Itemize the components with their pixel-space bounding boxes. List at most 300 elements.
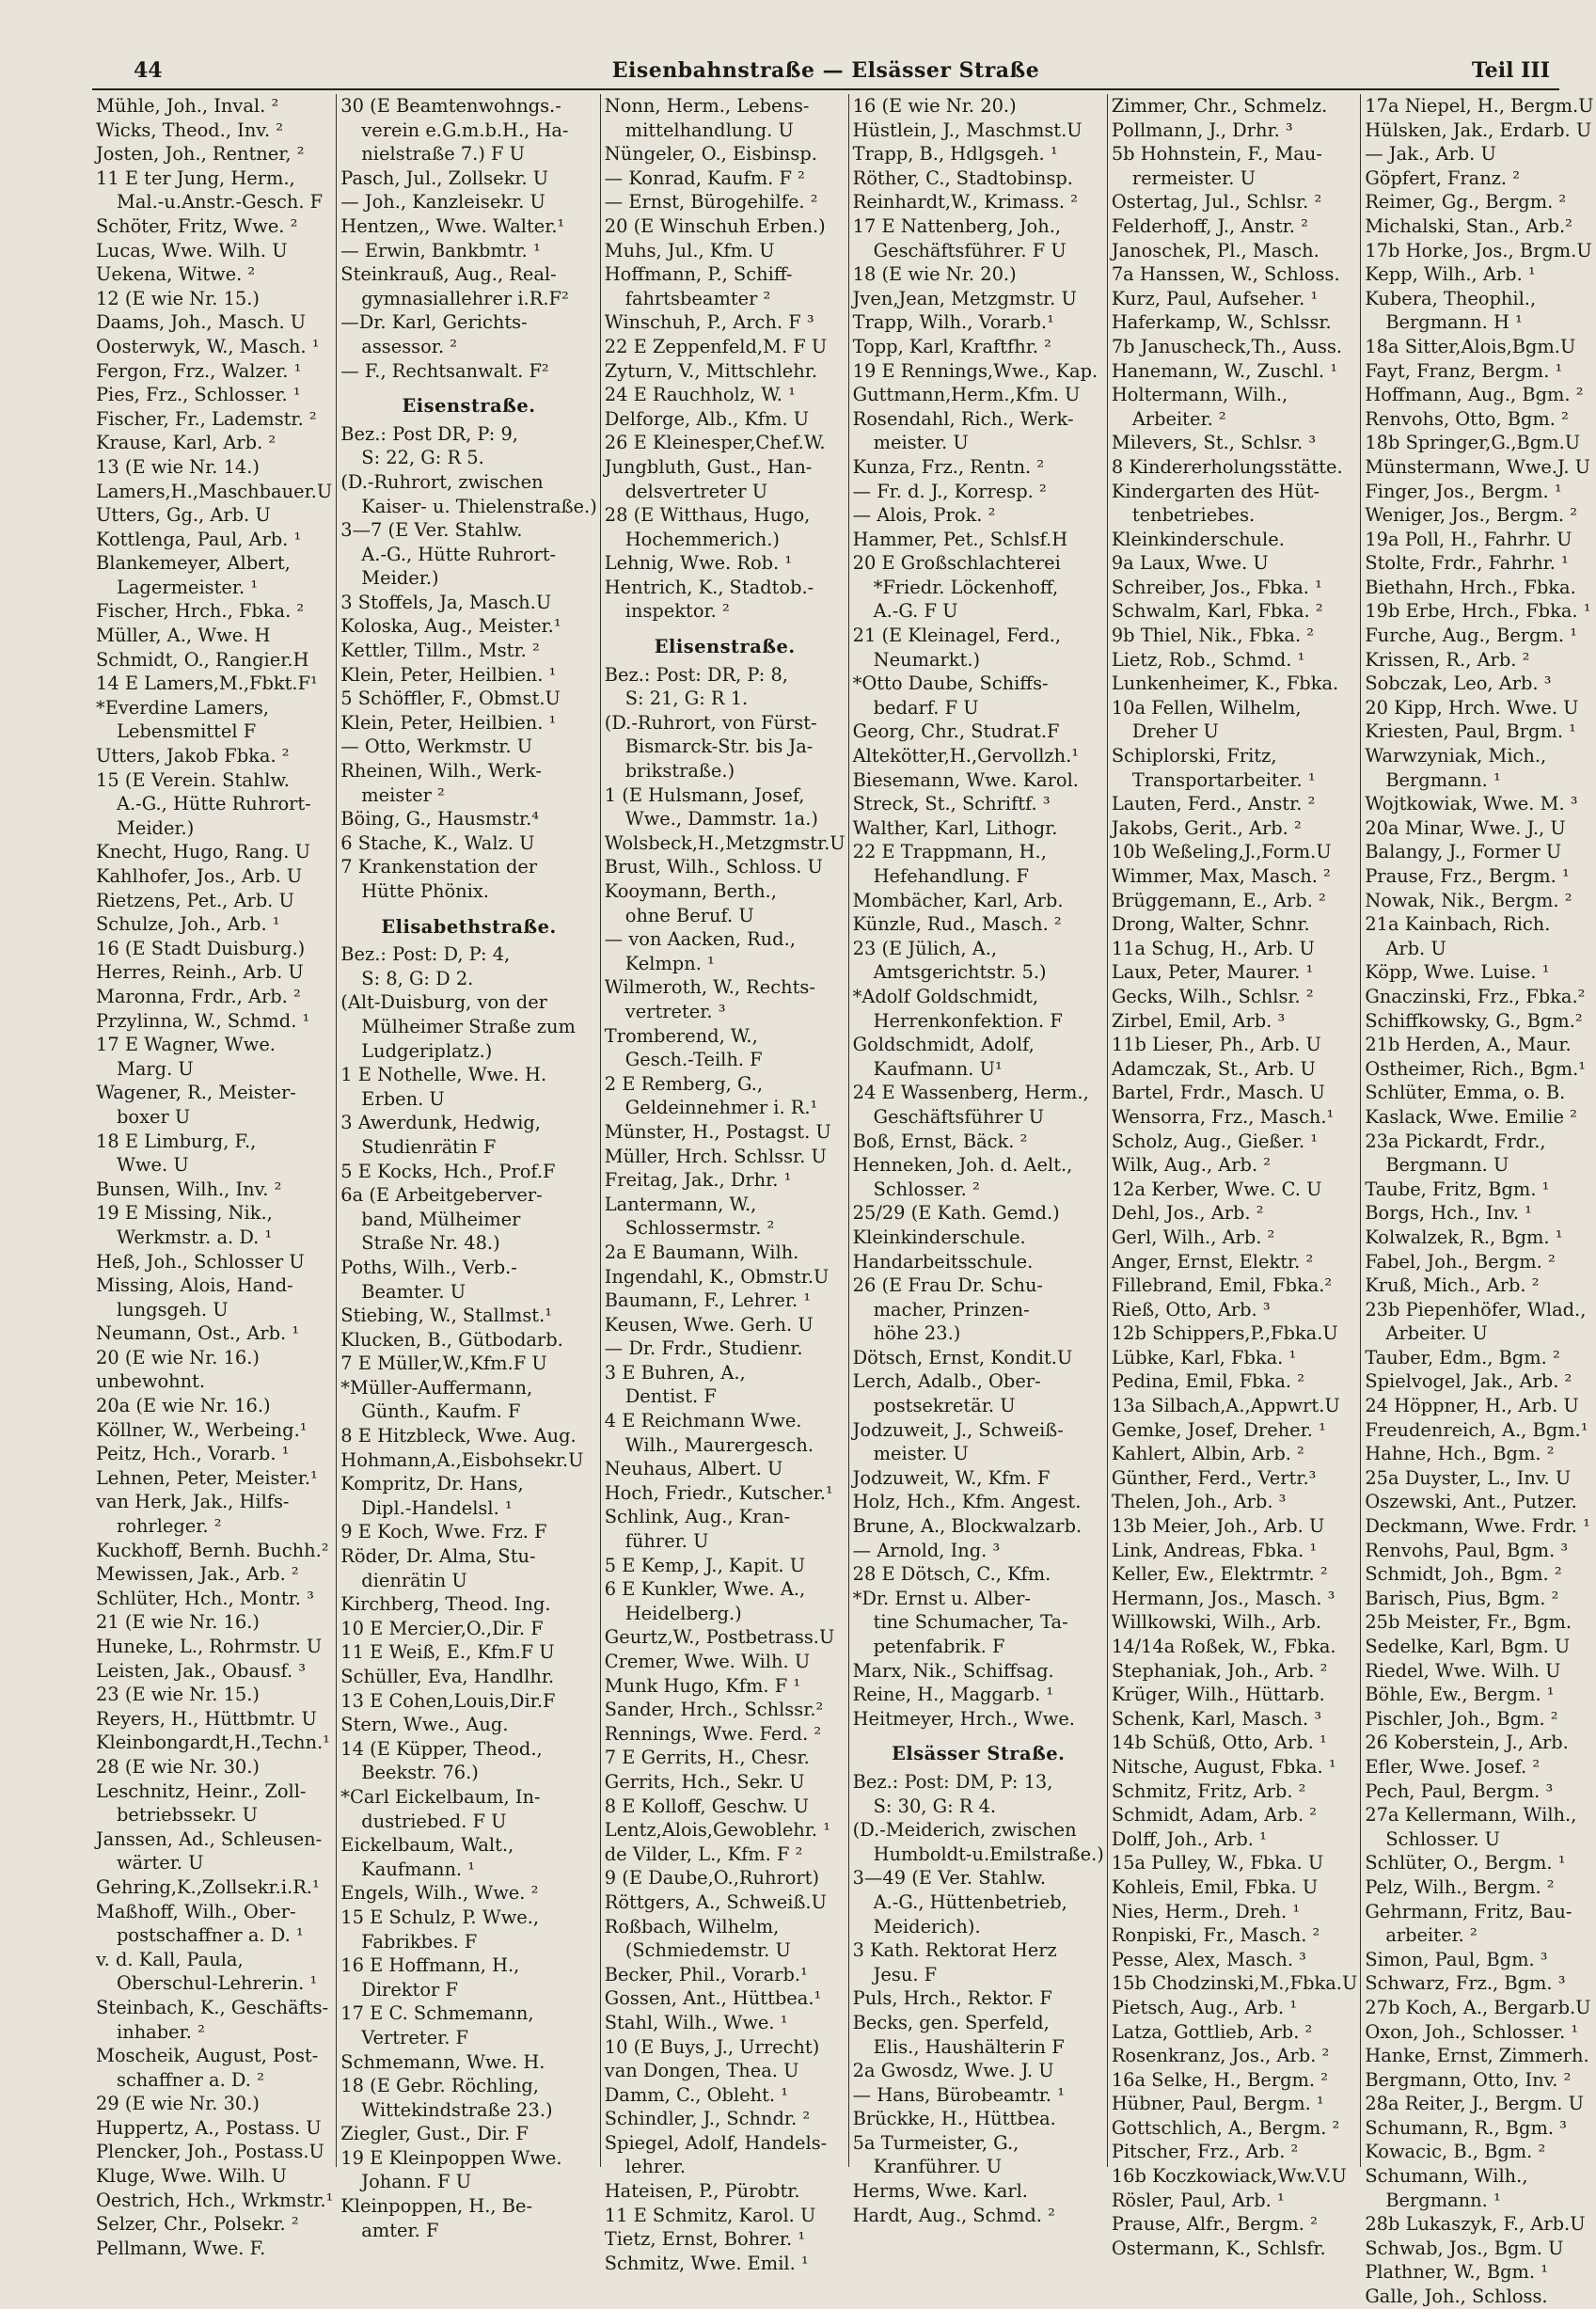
entry-continuation: mittelhandlung. U bbox=[624, 119, 794, 141]
entry-line: van Dongen, Thea. U bbox=[604, 2060, 799, 2082]
entry-line: Freitag, Jak., Drhr. ¹ bbox=[604, 1169, 792, 1192]
entry-line: 28 E Dötsch, C., Kfm. bbox=[852, 1563, 1051, 1586]
entry-line: Maronna, Frdr., Arb. ² bbox=[96, 985, 301, 1007]
entry-line: Gnaczinski, Frz., Fbka.² bbox=[1365, 985, 1586, 1007]
entry-line: 3 Awerdunk, Hedwig, bbox=[340, 1112, 541, 1134]
entry-line: — Fr. d. J., Korresp. ² bbox=[852, 480, 1047, 502]
entry-continuation: nielstraße 7.) F U bbox=[361, 143, 526, 166]
entry-line: Fayt, Franz, Bergm. ¹ bbox=[1365, 359, 1563, 382]
entry-continuation: Fabrikbes. F bbox=[361, 1930, 478, 1953]
entry-continuation: bedarf. F U bbox=[873, 696, 979, 719]
entry-line: Leisten, Jak., Obausf. ³ bbox=[96, 1659, 307, 1682]
entry-line: Keusen, Wwe. Gerh. U bbox=[604, 1313, 814, 1336]
entry-line: Hermann, Jos., Masch. ³ bbox=[1111, 1587, 1335, 1609]
entry-continuation: Geschäftsführer. F U bbox=[873, 239, 1067, 261]
entry-line: — Dr. Frdr., Studienr. bbox=[604, 1337, 803, 1360]
entry-continuation: höhe 23.) bbox=[873, 1322, 961, 1345]
entry-line: Steinbach, K., Geschäfts- bbox=[96, 1996, 329, 2018]
entry-line: Fergon, Frz., Walzer. ¹ bbox=[96, 359, 302, 382]
entry-line: 26 E Kleinesper,Chef.W. bbox=[604, 432, 826, 454]
entry-line: Wensorra, Frz., Masch.¹ bbox=[1111, 1105, 1335, 1128]
entry-continuation: Geschäftsführer U bbox=[873, 1105, 1045, 1128]
entry-line: Bez.: Post: D, P: 4, bbox=[340, 943, 511, 966]
entry-line: Köllner, W., Werbeing.¹ bbox=[96, 1418, 308, 1441]
entry-line: 5b Hohnstein, F., Mau- bbox=[1111, 143, 1322, 166]
entry-line: Link, Andreas, Fbka. ¹ bbox=[1111, 1539, 1318, 1561]
entry-line: — Jak., Arb. U bbox=[1365, 143, 1496, 166]
entry-line: Utters, Gg., Arb. U bbox=[96, 504, 271, 527]
entry-line: 20 (E Winschuh Erben.) bbox=[604, 214, 826, 237]
entry-line: Brust, Wilh., Schloss. U bbox=[604, 856, 823, 878]
entry-line: 2a E Baumann, Wilh. bbox=[604, 1241, 799, 1263]
entry-line: 24 Höppner, H., Arb. U bbox=[1365, 1395, 1579, 1417]
entry-continuation: dustriebed. F U bbox=[361, 1810, 507, 1832]
street-heading: Elisenstraße. bbox=[654, 636, 796, 658]
entry-line: Rosenkranz, Jos., Arb. ² bbox=[1111, 2045, 1330, 2067]
entry-line: 8 E Hitzbleck, Wwe. Aug. bbox=[340, 1425, 577, 1447]
entry-line: Böing, G., Hausmstr.⁴ bbox=[340, 808, 540, 830]
entry-line: Schmidt, O., Rangier.H bbox=[96, 648, 309, 671]
entry-line: 10 (E Buys, J., Urrecht) bbox=[604, 2035, 820, 2058]
entry-line: Winschuh, P., Arch. F ³ bbox=[604, 311, 814, 334]
entry-line: 2 E Remberg, G., bbox=[604, 1072, 764, 1095]
entry-line: 12b Schippers,P.,Fbka.U bbox=[1111, 1322, 1338, 1345]
entry-continuation: Günth., Kaufm. F bbox=[361, 1400, 521, 1423]
entry-line: Krüger, Wilh., Hüttarb. bbox=[1111, 1684, 1325, 1706]
entry-line: Hahne, Hch., Bgm. ² bbox=[1365, 1443, 1555, 1465]
entry-line: 21 (E wie Nr. 16.) bbox=[96, 1611, 260, 1634]
entry-line: 9a Laux, Wwe. U bbox=[1111, 552, 1269, 575]
entry-line: Gerrits, Hch., Sekr. U bbox=[604, 1770, 805, 1793]
entry-continuation: S: 21, G: R 1. bbox=[624, 688, 749, 710]
entry-line: Hoffmann, P., Schiff- bbox=[604, 263, 793, 286]
entry-line: Warwzyniak, Mich., bbox=[1365, 745, 1547, 767]
entry-line: Pesse, Alex, Masch. ³ bbox=[1111, 1948, 1306, 1970]
entry-line: 19 E Missing, Nik., bbox=[96, 1202, 273, 1225]
entry-line: Gehrmann, Fritz, Bau- bbox=[1365, 1900, 1572, 1922]
entry-line: Schreiber, Jos., Fbka. ¹ bbox=[1111, 576, 1322, 598]
entry-line: Lehnen, Peter, Meister.¹ bbox=[96, 1466, 318, 1489]
entry-line: 4 E Reichmann Wwe. bbox=[604, 1410, 802, 1432]
running-title: Eisenbahnstraße — Elsässer Straße bbox=[611, 58, 1040, 83]
entry-line: 16 (E wie Nr. 20.) bbox=[852, 95, 1017, 117]
entry-line: Schmitz, Fritz, Arb. ² bbox=[1111, 1779, 1306, 1802]
entry-line: 27a Kellermann, Wilh., bbox=[1365, 1804, 1577, 1827]
entry-line: Lehnig, Wwe. Rob. ¹ bbox=[604, 552, 793, 575]
entry-continuation: tenbetriebes. bbox=[1131, 504, 1256, 527]
entry-line: Kowacic, B., Bgm. ² bbox=[1365, 2141, 1546, 2163]
entry-continuation: Herrenkonfektion. F bbox=[873, 1009, 1063, 1032]
entry-continuation: Straße Nr. 48.) bbox=[361, 1232, 500, 1255]
entry-line: 28 (E Witthaus, Hugo, bbox=[604, 504, 811, 527]
entry-line: Böhle, Ew., Bergm. ¹ bbox=[1365, 1684, 1555, 1706]
entry-line: Georg, Chr., Studrat.F bbox=[852, 720, 1060, 743]
entry-line: Steinkrauß, Aug., Real- bbox=[340, 263, 557, 286]
entry-line: (D.-Ruhrort, zwischen bbox=[340, 470, 544, 493]
entry-line: 16b Koczkowiack,Ww.V.U bbox=[1111, 2165, 1347, 2188]
entry-line: Lerch, Adalb., Ober- bbox=[852, 1370, 1041, 1393]
entry-line: Wojtkowiak, Wwe. M. ³ bbox=[1365, 793, 1578, 815]
entry-line: Jodzuweit, W., Kfm. F bbox=[852, 1466, 1051, 1489]
entry-line: 29 (E wie Nr. 30.) bbox=[96, 2093, 260, 2115]
entry-line: Mühle, Joh., Inval. ² bbox=[96, 95, 279, 117]
column-2 bbox=[336, 94, 599, 2241]
entry-line: Zirbel, Emil, Arb. ³ bbox=[1111, 1009, 1286, 1032]
entry-line: Finger, Jos., Bergm. ¹ bbox=[1365, 480, 1562, 502]
entry-line: Schlink, Aug., Kran- bbox=[604, 1506, 791, 1528]
entry-line: Kooymann, Berth., bbox=[604, 880, 777, 902]
entry-line: Gossen, Ant., Hüttbea.¹ bbox=[604, 1987, 822, 2010]
entry-line: Holz, Hch., Kfm. Angest. bbox=[852, 1491, 1082, 1513]
entry-line: 25b Meister, Fr., Bgm. bbox=[1365, 1611, 1572, 1634]
entry-line: Nitsche, August, Fbka. ¹ bbox=[1111, 1755, 1336, 1778]
entry-line: Kindergarten des Hüt- bbox=[1111, 480, 1320, 502]
entry-line: Munk Hugo, Kfm. F ¹ bbox=[604, 1674, 801, 1697]
entry-line: Schiffkowsky, G., Bgm.² bbox=[1365, 1009, 1583, 1032]
entry-line: 22 E Trappmann, H., bbox=[852, 841, 1047, 863]
entry-line: — F., Rechtsanwalt. F² bbox=[340, 359, 549, 382]
entry-line: Ingendahl, K., Obmstr.U bbox=[604, 1265, 830, 1288]
entry-line: 3—7 (E Ver. Stahlw. bbox=[340, 519, 523, 542]
entry-line: Oestrich, Hch., Wrkmstr.¹ bbox=[96, 2189, 334, 2211]
entry-line: — Konrad, Kaufm. F ² bbox=[604, 166, 805, 189]
entry-line: 15b Chodzinski,M.,Fbka.U bbox=[1111, 1972, 1358, 1995]
entry-line: 3—49 (E Ver. Stahlw. bbox=[852, 1867, 1047, 1890]
entry-line: Riedel, Wwe. Wilh. U bbox=[1365, 1659, 1561, 1682]
entry-line: Thelen, Joh., Arb. ³ bbox=[1111, 1491, 1287, 1513]
column-4 bbox=[848, 94, 1107, 2226]
entry-continuation: lehrer. bbox=[624, 2156, 686, 2178]
entry-line: Bartel, Frdr., Masch. U bbox=[1111, 1082, 1325, 1104]
entry-line: *Dr. Ernst u. Alber- bbox=[852, 1587, 1031, 1609]
entry-line: Bunsen, Wilh., Inv. ² bbox=[96, 1178, 282, 1200]
entry-continuation: Studienrätin F bbox=[361, 1135, 497, 1158]
entry-line: Fischer, Fr., Lademstr. ² bbox=[96, 407, 317, 430]
entry-line: 12a Kerber, Wwe. C. U bbox=[1111, 1178, 1322, 1200]
entry-line: Klein, Peter, Heilbien. ¹ bbox=[340, 711, 557, 734]
entry-line: Hanke, Ernst, Zimmerh. bbox=[1365, 2045, 1589, 2067]
entry-line: Dötsch, Ernst, Kondit.U bbox=[852, 1346, 1073, 1368]
entry-line: Ostertag, Jul., Schlsr. ² bbox=[1111, 191, 1322, 214]
entry-continuation: dienrätin U bbox=[361, 1569, 467, 1591]
entry-line: Leschnitz, Heinr., Zoll- bbox=[96, 1779, 307, 1802]
entry-line: 10b Weßeling,J.,Form.U bbox=[1111, 841, 1332, 863]
entry-continuation: Lebensmittel F bbox=[117, 720, 257, 743]
entry-line: 11a Schug, H., Arb. U bbox=[1111, 937, 1315, 959]
entry-line: 28 (E wie Nr. 30.) bbox=[96, 1755, 260, 1778]
entry-line: 7 Krankenstation der bbox=[340, 856, 538, 878]
entry-line: Rösler, Paul, Arb. ¹ bbox=[1111, 2189, 1285, 2211]
entry-line: Oszewski, Ant., Putzer. bbox=[1365, 1491, 1577, 1513]
entry-line: Furche, Aug., Bergm. ¹ bbox=[1365, 625, 1577, 647]
entry-line: Hentrich, K., Stadtob.- bbox=[604, 576, 814, 598]
entry-continuation: (Schmiedemstr. U bbox=[624, 1939, 791, 1962]
entry-line: Janoschek, Pl., Masch. bbox=[1111, 239, 1319, 261]
entry-line: Josten, Joh., Rentner, ² bbox=[96, 143, 305, 166]
entry-line: Dolff, Joh., Arb. ¹ bbox=[1111, 1827, 1267, 1850]
entry-line: Kleinpoppen, H., Be- bbox=[340, 2195, 533, 2218]
entry-continuation: A.-G., Hüttenbetrieb, bbox=[873, 1890, 1067, 1913]
entry-line: Gecks, Wilh., Schlsr. ² bbox=[1111, 985, 1314, 1007]
entry-line: Przylinna, W., Schmd. ¹ bbox=[96, 1009, 310, 1032]
entry-line: Kettler, Tillm., Mstr. ² bbox=[340, 640, 540, 662]
entry-line: Delforge, Alb., Kfm. U bbox=[604, 407, 810, 430]
entry-line: 3 E Buhren, A., bbox=[604, 1361, 746, 1384]
entry-line: — Erwin, Bankbmtr. ¹ bbox=[340, 239, 541, 261]
entry-line: Schlüter, Hch., Montr. ³ bbox=[96, 1587, 314, 1609]
entry-continuation: Bismarck-Str. bis Ja- bbox=[624, 735, 814, 758]
entry-line: Kompritz, Dr. Hans, bbox=[340, 1473, 524, 1495]
entry-line: Gottschlich, A., Bergm. ² bbox=[1111, 2116, 1340, 2139]
entry-continuation: Meider.) bbox=[361, 567, 439, 590]
entry-line: Ostheimer, Rich., Bgm.¹ bbox=[1365, 1057, 1587, 1080]
entry-line: 19a Poll, H., Fahrhr. U bbox=[1365, 528, 1572, 550]
entry-line: Schlüter, O., Bergm. ¹ bbox=[1365, 1852, 1566, 1874]
entry-line: Mombächer, Karl, Arb. bbox=[852, 889, 1064, 911]
entry-continuation: gymnasiallehrer i.R.F² bbox=[361, 287, 569, 309]
entry-line: 2a Gwosdz, Wwe. J. U bbox=[852, 2060, 1054, 2082]
entry-line: 9 E Koch, Wwe. Frz. F bbox=[340, 1521, 547, 1543]
entry-line: Neuhaus, Albert. U bbox=[604, 1458, 783, 1480]
entry-line: 6a (E Arbeitgeberver- bbox=[340, 1184, 543, 1207]
entry-continuation: Arbeiter. U bbox=[1385, 1322, 1488, 1345]
entry-line: Damm, C., Obleht. ¹ bbox=[604, 2083, 788, 2106]
entry-line: — Alois, Prok. ² bbox=[852, 504, 996, 527]
entry-line: 25a Duyster, L., Inv. U bbox=[1365, 1466, 1572, 1489]
entry-continuation: S: 8, G: D 2. bbox=[361, 967, 474, 989]
entry-line: v. d. Kall, Paula, bbox=[96, 1948, 244, 1970]
entry-continuation: delsvertreter U bbox=[624, 480, 768, 502]
entry-line: *Otto Daube, Schiffs- bbox=[852, 672, 1049, 695]
entry-line: Krause, Karl, Arb. ² bbox=[96, 432, 277, 454]
entry-continuation: Werkmstr. a. D. ¹ bbox=[117, 1226, 273, 1248]
entry-line: 30 (E Beamtenwohngs.- bbox=[340, 95, 561, 117]
entry-line: Jakobs, Gerit., Arb. ² bbox=[1111, 816, 1302, 839]
entry-line: 19 E Rennings,Wwe., Kap. bbox=[852, 359, 1098, 382]
entry-line: Hoch, Friedr., Kutscher.¹ bbox=[604, 1481, 833, 1504]
entry-line: Felderhoff, J., Anstr. ² bbox=[1111, 214, 1308, 237]
entry-line: 21a Kainbach, Rich. bbox=[1365, 913, 1551, 936]
entry-line: Hohmann,A.,Eisbohsekr.U bbox=[340, 1448, 584, 1471]
entry-line: Handarbeitsschule. bbox=[852, 1250, 1034, 1273]
entry-continuation: Elis., Haushälterin F bbox=[873, 2035, 1065, 2058]
entry-continuation: wärter. U bbox=[117, 1852, 204, 1874]
entry-line: (Alt-Duisburg, von der bbox=[340, 991, 547, 1014]
entry-line: Huppertz, A., Postass. U bbox=[96, 2116, 322, 2139]
entry-line: Kleinbongardt,H.,Techn.¹ bbox=[96, 1732, 330, 1754]
entry-line: Missing, Alois, Hand- bbox=[96, 1274, 293, 1297]
entry-line: Göpfert, Franz. ² bbox=[1365, 166, 1521, 189]
entry-line: Kruß, Mich., Arb. ² bbox=[1365, 1274, 1540, 1297]
entry-line: Pech, Paul, Bergm. ³ bbox=[1365, 1779, 1554, 1802]
entry-continuation: Schlosser. U bbox=[1385, 1827, 1501, 1850]
entry-line: 5 Schöffler, F., Obmst.U bbox=[340, 688, 561, 710]
entry-line: Kahlhofer, Jos., Arb. U bbox=[96, 865, 303, 887]
entry-line: Jven,Jean, Metzgmstr. U bbox=[852, 287, 1077, 309]
entry-line: *Müller-Auffermann, bbox=[340, 1376, 533, 1399]
entry-continuation: Johann. F U bbox=[361, 2171, 472, 2193]
entry-line: Laux, Peter, Maurer. ¹ bbox=[1111, 961, 1314, 984]
entry-continuation: Schlosser. ² bbox=[873, 1178, 980, 1200]
street-heading: Elisabethstraße. bbox=[381, 915, 557, 938]
entry-line: Streck, St., Schriftf. ³ bbox=[852, 793, 1051, 815]
entry-line: Reinhardt,W., Krimass. ² bbox=[852, 191, 1079, 214]
part-label: Teil III bbox=[1471, 58, 1550, 83]
entry-line: 20a Minar, Wwe. J., U bbox=[1365, 816, 1566, 839]
entry-continuation: *Friedr. Löckenhoff, bbox=[873, 576, 1059, 598]
entry-line: Haferkamp, W., Schlssr. bbox=[1111, 311, 1332, 334]
entry-line: 27b Koch, A., Bergarb.U bbox=[1365, 1996, 1591, 2018]
entry-line: Boß, Ernst, Bäck. ² bbox=[852, 1130, 1028, 1152]
entry-line: Henneken, Joh. d. Aelt., bbox=[852, 1154, 1073, 1177]
entry-line: Kaslack, Wwe. Emilie ² bbox=[1365, 1105, 1577, 1128]
entry-line: Becker, Phil., Vorarb.¹ bbox=[604, 1963, 808, 1985]
entry-line: Rheinen, Wilh., Werk- bbox=[340, 760, 542, 783]
entry-line: — Hans, Bürobeamtr. ¹ bbox=[852, 2083, 1065, 2106]
entry-line: Münstermann, Wwe.J. U bbox=[1365, 455, 1590, 478]
entry-line: Müller, A., Wwe. H bbox=[96, 625, 271, 647]
entry-continuation: assessor. ² bbox=[361, 335, 458, 357]
entry-line: 20 Kipp, Hrch. Wwe. U bbox=[1365, 696, 1579, 719]
entry-line: 23b Piepenhöfer, Wlad., bbox=[1365, 1298, 1587, 1321]
entry-line: 1 E Nothelle, Wwe. H. bbox=[340, 1064, 547, 1086]
entry-line: Schmemann, Wwe. H. bbox=[340, 2050, 545, 2073]
entry-line: Huneke, L., Rohrmstr. U bbox=[96, 1636, 323, 1657]
entry-continuation: Ludgeriplatz.) bbox=[361, 1039, 493, 1062]
entry-line: Trapp, Wilh., Vorarb.¹ bbox=[852, 311, 1054, 334]
entry-line: Maßhoff, Wilh., Ober- bbox=[96, 1900, 296, 1922]
entry-line: — Arnold, Ing. ³ bbox=[852, 1539, 1001, 1561]
entry-line: Puls, Hrch., Rektor. F bbox=[852, 1987, 1052, 2010]
entry-line: 8 Kindererholungsstätte. bbox=[1111, 455, 1343, 478]
entry-line: Adamczak, St., Arb. U bbox=[1111, 1057, 1316, 1080]
entry-line: Becks, gen. Sperfeld, bbox=[852, 2011, 1050, 2033]
street-heading: Eisenstraße. bbox=[402, 395, 536, 418]
entry-line: Pitscher, Frz., Arb. ² bbox=[1111, 2141, 1299, 2163]
entry-continuation: Heidelberg.) bbox=[624, 1602, 742, 1624]
entry-line: Wicks, Theod., Inv. ² bbox=[96, 119, 284, 141]
entry-continuation: lungsgeh. U bbox=[117, 1298, 229, 1321]
entry-line: 21 (E Kleinagel, Ferd., bbox=[852, 625, 1062, 647]
entry-continuation: Oberschul-Lehrerin. ¹ bbox=[117, 1972, 318, 1995]
entry-line: Nies, Herm., Dreh. ¹ bbox=[1111, 1900, 1301, 1922]
entry-line: Hülsken, Jak., Erdarb. U bbox=[1365, 119, 1592, 141]
entry-line: Lantermann, W., bbox=[604, 1193, 757, 1215]
entry-line: Dehl, Jos., Arb. ² bbox=[1111, 1202, 1264, 1225]
entry-continuation: Wwe., Dammstr. 1a.) bbox=[624, 808, 818, 830]
entry-line: 11b Lieser, Ph., Arb. U bbox=[1111, 1034, 1321, 1056]
entry-line: Zyturn, V., Mittschlehr. bbox=[604, 359, 818, 382]
entry-line: Müller, Hrch. Schlssr. U bbox=[604, 1145, 827, 1167]
entry-continuation: Dentist. F bbox=[624, 1385, 717, 1408]
entry-line: Schmidt, Adam, Arb. ² bbox=[1111, 1804, 1318, 1827]
entry-line: Walther, Karl, Lithogr. bbox=[852, 816, 1058, 839]
entry-line: Eickelbaum, Walt., bbox=[340, 1834, 514, 1857]
entry-continuation: Schlossermstr. ² bbox=[624, 1217, 775, 1240]
entry-continuation: inspektor. ² bbox=[624, 600, 730, 623]
entry-line: Pietsch, Aug., Arb. ¹ bbox=[1111, 1996, 1298, 2018]
entry-line: Schumann, R., Bgm. ³ bbox=[1365, 2116, 1567, 2139]
entry-line: Drong, Walter, Schnr. bbox=[1111, 913, 1310, 936]
entry-line: Kunza, Frz., Rentn. ² bbox=[852, 455, 1045, 478]
entry-line: Kriesten, Paul, Brgm. ¹ bbox=[1365, 720, 1576, 743]
entry-line: Sander, Hrch., Schlssr.² bbox=[604, 1699, 824, 1721]
entry-continuation: meister ² bbox=[361, 783, 445, 806]
entry-line: Klucken, B., Gütbodarb. bbox=[340, 1328, 563, 1351]
entry-line: Brückke, H., Hüttbea. bbox=[852, 2108, 1056, 2130]
entry-continuation: Amtsgerichtstr. 5.) bbox=[873, 961, 1047, 984]
entry-line: 6 Stache, K., Walz. U bbox=[340, 831, 535, 854]
entry-line: Neumann, Ost., Arb. ¹ bbox=[96, 1322, 300, 1345]
entry-line: Rosendahl, Rich., Werk- bbox=[852, 407, 1074, 430]
entry-line: Biesemann, Wwe. Karol. bbox=[852, 768, 1079, 791]
entry-line: Rietzens, Pet., Arb. U bbox=[96, 889, 294, 911]
entry-continuation: Meider.) bbox=[117, 816, 195, 839]
entry-line: *Adolf Goldschmidt, bbox=[852, 985, 1039, 1007]
entry-line: Pischler, Joh., Bgm. ² bbox=[1365, 1707, 1558, 1730]
entry-line: Goldschmidt, Adolf, bbox=[852, 1034, 1035, 1056]
entry-line: 16a Selke, H., Bergm. ² bbox=[1111, 2068, 1329, 2091]
entry-line: Kurz, Paul, Aufseher. ¹ bbox=[1111, 287, 1319, 309]
entry-line: 20 (E wie Nr. 16.) bbox=[96, 1346, 260, 1368]
entry-continuation: Gesch.-Teilh. F bbox=[624, 1049, 763, 1071]
entry-line: 24 E Wassenberg, Herm., bbox=[852, 1082, 1089, 1104]
entry-line: Trapp, B., Hdlgsgeh. ¹ bbox=[852, 143, 1058, 166]
entry-continuation: Lagermeister. ¹ bbox=[117, 576, 259, 598]
entry-line: Geurtz,W., Postbetrass.U bbox=[604, 1626, 835, 1649]
entry-line: Kleinkinderschule. bbox=[1111, 528, 1285, 550]
entry-line: unbewohnt. bbox=[96, 1370, 206, 1393]
entry-line: Anger, Ernst, Elektr. ² bbox=[1111, 1250, 1314, 1273]
entry-line: Kleinkinderschule. bbox=[852, 1226, 1026, 1248]
entry-line: Jungbluth, Gust., Han- bbox=[604, 455, 813, 478]
entry-line: Gerl, Wilh., Arb. ² bbox=[1111, 1226, 1275, 1248]
entry-line: 15a Pulley, W., Fbka. U bbox=[1111, 1852, 1324, 1874]
entry-line: Hüstlein, J., Maschmst.U bbox=[852, 119, 1082, 141]
entry-line: de Vilder, L., Kfm. F ² bbox=[604, 1842, 803, 1865]
entry-continuation: Erben. U bbox=[361, 1087, 445, 1110]
entry-line: — von Aacken, Rud., bbox=[604, 928, 796, 951]
entry-line: Pellmann, Wwe. F. bbox=[96, 2237, 266, 2259]
entry-line: Baumann, F., Lehrer. ¹ bbox=[604, 1289, 812, 1312]
entry-continuation: Wilh., Maurergesch. bbox=[624, 1433, 814, 1456]
entry-line: 26 Koberstein, J., Arb. bbox=[1365, 1732, 1569, 1754]
entry-line: 23 (E wie Nr. 15.) bbox=[96, 1684, 260, 1706]
entry-line: Hateisen, P., Pürobtr. bbox=[604, 2180, 800, 2203]
entry-line: Efler, Wwe. Josef. ² bbox=[1365, 1755, 1541, 1778]
entry-line: Pies, Frz., Schlosser. ¹ bbox=[96, 384, 301, 406]
entry-line: 5 E Kemp, J., Kapit. U bbox=[604, 1554, 806, 1576]
entry-line: Schmidt, Joh., Bgm. ² bbox=[1365, 1563, 1562, 1586]
entry-line: 3 Kath. Rektorat Herz bbox=[852, 1939, 1057, 1962]
entry-line: 9 (E Daube,O.,Ruhrort) bbox=[604, 1867, 820, 1890]
entry-line: 13b Meier, Joh., Arb. U bbox=[1111, 1515, 1325, 1538]
entry-continuation: rohrleger. ² bbox=[117, 1515, 222, 1538]
entry-line: Gemke, Josef, Dreher. ¹ bbox=[1111, 1418, 1326, 1441]
entry-line: Reine, H., Maggarb. ¹ bbox=[852, 1684, 1054, 1706]
entry-line: 7a Hanssen, W., Schloss. bbox=[1111, 263, 1340, 286]
entry-line: Lunkenheimer, K., Fbka. bbox=[1111, 672, 1339, 695]
entry-line: van Herk, Jak., Hilfs- bbox=[96, 1491, 290, 1513]
header-rule bbox=[92, 88, 1559, 90]
entry-line: 23a Pickardt, Frdr., bbox=[1365, 1130, 1546, 1152]
entry-line: Kahlert, Albin, Arb. ² bbox=[1111, 1443, 1304, 1465]
columns bbox=[92, 94, 1594, 2308]
entry-line: Michalski, Stan., Arb.² bbox=[1365, 214, 1572, 237]
entry-line: Tauber, Edm., Bgm. ² bbox=[1365, 1346, 1560, 1368]
entry-line: Guttmann,Herm.,Kfm. U bbox=[852, 384, 1081, 406]
entry-line: Balangy, J., Former U bbox=[1365, 841, 1562, 863]
